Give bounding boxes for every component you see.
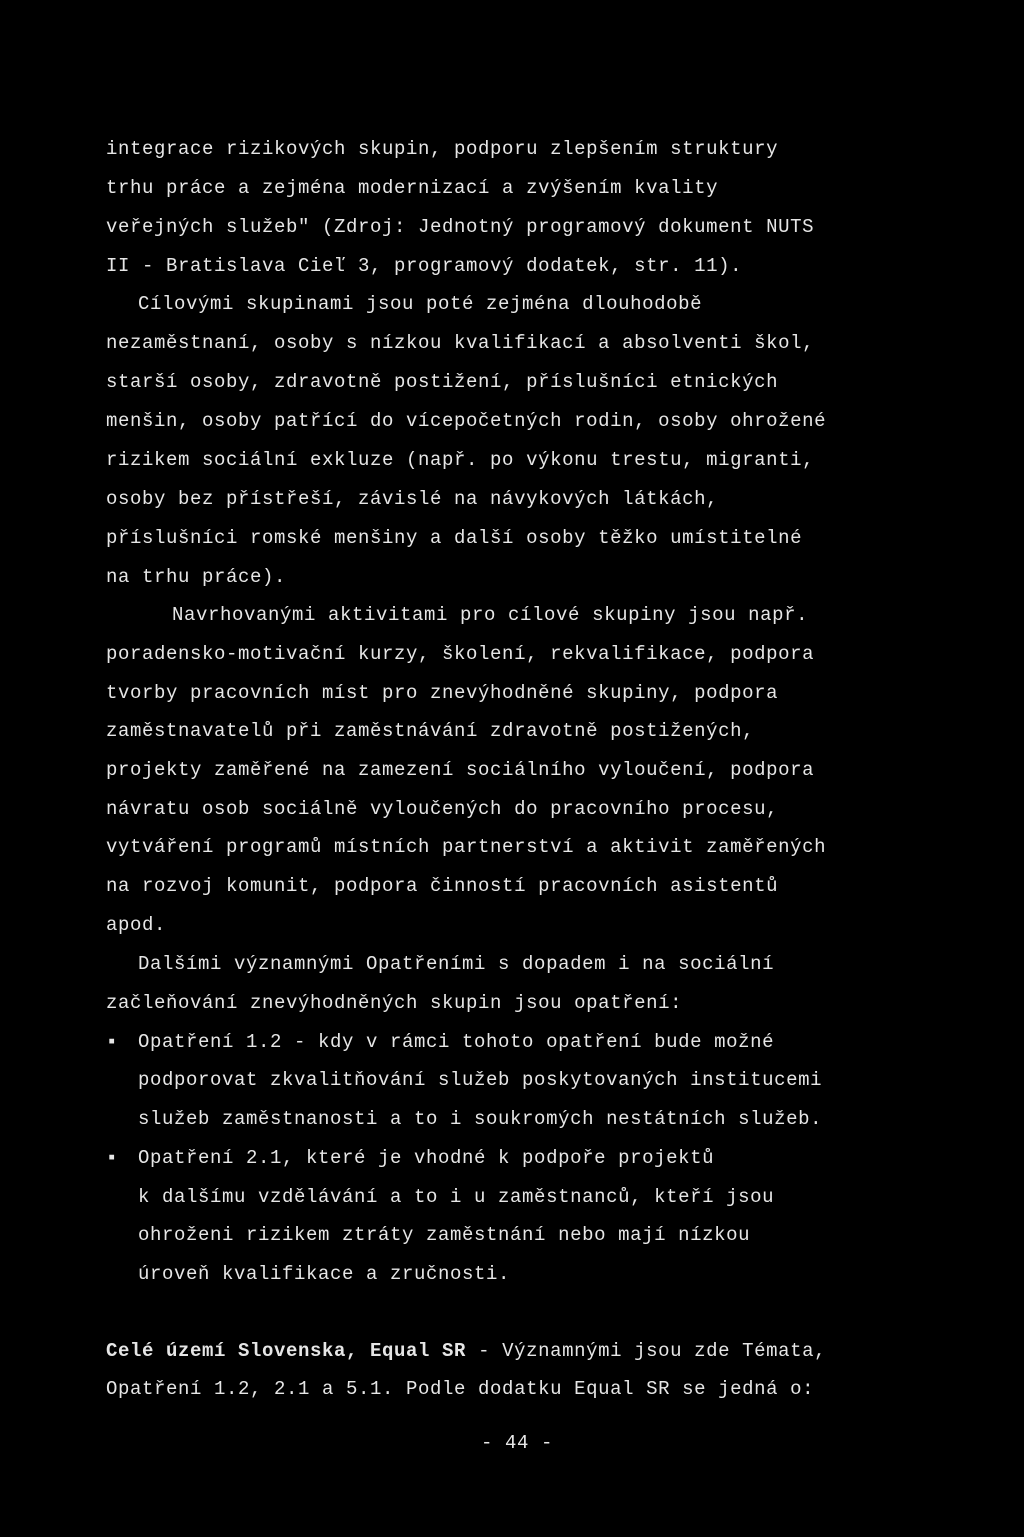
bullet-text-line: ohroženi rizikem ztráty zaměstnání nebo mají nízkou (138, 1224, 751, 1246)
text-line: příslušníci romské menšiny a další osoby těžko umístitelné (106, 527, 803, 549)
bullet-marker: ▪ (106, 1147, 119, 1169)
text-line: apod. (106, 914, 167, 936)
bullet-text-line: Opatření 2.1, které je vhodné k podpoře projektů (138, 1147, 715, 1169)
text-line: II - Bratislava Cieľ 3, programový dodatek, str. 11). (106, 255, 743, 277)
page-number: - 44 - (480, 1432, 553, 1454)
bullet-text-line: podporovat zkvalitňování služeb poskytovaných institucemi (138, 1069, 823, 1091)
text-line: menšin, osoby patřící do vícepočetných rodin, osoby ohrožené (106, 410, 827, 432)
text-line: začleňování znevýhodněných skupin jsou opatření: (106, 992, 683, 1014)
text-line: veřejných služeb" (Zdroj: Jednotný programový dokument NUTS (106, 216, 815, 238)
text-line: nezaměstnaní, osoby s nízkou kvalifikací a absolventi škol, (106, 332, 815, 354)
text-line: zaměstnavatelů při zaměstnávání zdravotně postižených, (106, 720, 755, 742)
text-line: osoby bez přístřeší, závislé na návykových látkách, (106, 488, 719, 510)
bold-heading: Celé území Slovenska, Equal SR (106, 1340, 467, 1362)
text-line: trhu práce a zejména modernizací a zvýšením kvality (106, 177, 719, 199)
bullet-text-line: Opatření 1.2 - kdy v rámci tohoto opatření bude možné (138, 1031, 775, 1053)
final-paragraph-text: - Významnými jsou zde Témata, (466, 1340, 827, 1362)
final-paragraph-line (106, 1342, 826, 1361)
text-line: poradensko-motivační kurzy, školení, rekvalifikace, podpora (106, 643, 815, 665)
text-line: projekty zaměřené na zamezení sociálního vyloučení, podpora (106, 759, 815, 781)
text-line: Dalšími významnými Opatřeními s dopadem i na sociální (138, 953, 775, 975)
text-line: starší osoby, zdravotně postižení, příslušníci etnických (106, 371, 779, 393)
text-line: tvorby pracovních míst pro znevýhodněné skupiny, podpora (106, 682, 779, 704)
bullet-text-line: služeb zaměstnanosti a to i soukromých nestátních služeb. (138, 1108, 823, 1130)
text-line: návratu osob sociálně vyloučených do pracovního procesu, (106, 798, 779, 820)
text-line: rizikem sociální exkluze (např. po výkonu trestu, migranti, (106, 449, 815, 471)
text-line: integrace rizikových skupin, podporu zlepšením struktury (106, 138, 779, 160)
text-line: Navrhovanými aktivitami pro cílové skupiny jsou např. (172, 604, 809, 626)
final-paragraph-line: Opatření 1.2, 2.1 a 5.1. Podle dodatku Equal SR se jedná o: (106, 1378, 815, 1400)
bullet-text-line: k dalšímu vzdělávání a to i u zaměstnanců, kteří jsou (138, 1186, 775, 1208)
text-line: vytváření programů místních partnerství a aktivit zaměřených (106, 836, 827, 858)
text-line: Cílovými skupinami jsou poté zejména dlouhodobě (138, 293, 703, 315)
text-line: na trhu práce). (106, 566, 287, 588)
text-line: na rozvoj komunit, podpora činností pracovních asistentů (106, 875, 779, 897)
bullet-text-line: úroveň kvalifikace a zručnosti. (138, 1263, 511, 1285)
bullet-marker: ▪ (106, 1031, 119, 1053)
